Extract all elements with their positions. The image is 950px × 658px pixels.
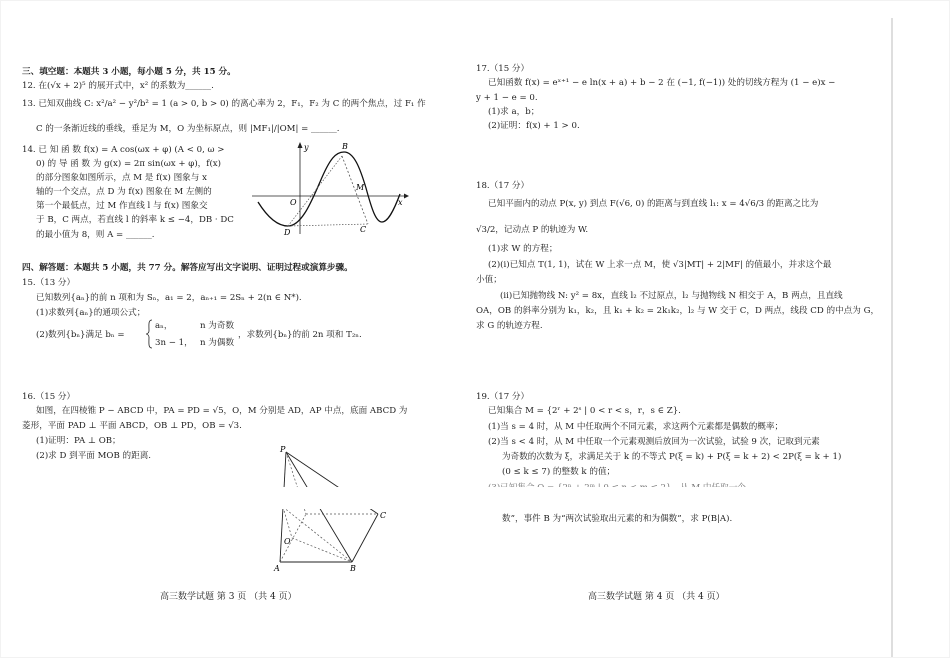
question-15-line-2: (1)求数列{aₙ}的通项公式； (36, 308, 146, 318)
piecewise-case-2-condition: n 为偶数 (200, 338, 235, 348)
question-17-title: 17.（15 分） (476, 64, 530, 74)
question-16-title: 16.（15 分） (22, 392, 76, 402)
question-14-line-4: 轴的一个交点，点 D 为 f(x) 图象在 M 左侧的 (36, 187, 212, 197)
question-16-line-4: (2)求 D 到平面 MOB 的距离. (36, 451, 152, 461)
question-18-line-3: (1)求 W 的方程； (488, 244, 558, 254)
question-17-line-4: (2)证明：f(x) + 1 > 0. (488, 121, 580, 131)
question-14-line-3: 的部分图象如图所示，点 M 是 f(x) 图象与 x (36, 173, 207, 183)
question-19-continuation: 数”，事件 B 为“两次试验取出元素的和为偶数”，求 P(B|A). (502, 514, 733, 524)
question-15-line-3a: (2)数列{bₙ}满足 bₙ = (36, 330, 125, 340)
section-4-header: 四、解答题：本题共 5 小题，共 77 分。解答应写出文字说明、证明过程或演算步骤。 (22, 263, 353, 273)
point-c-label: C (360, 225, 367, 234)
question-15-line-3b: ，求数列{bₙ}的前 2n 项和 T₂ₙ. (238, 330, 362, 340)
origin-label: O (290, 198, 297, 207)
vertex-b-label: B (350, 564, 356, 573)
question-14-line-2: 0) 的 导 函 数 为 g(x) = 2π sin(ωx + φ)，f(x) (36, 159, 222, 169)
fold-strip-left (230, 487, 480, 509)
question-17-line-3: (1)求 a，b； (488, 107, 540, 117)
question-14-line-6: 于 B，C 两点，若直线 l 的斜率 k ≤ −4，DB · DC (36, 215, 234, 225)
question-18-line-1: 已知平面内的动点 P(x, y) 到点 F(√6, 0) 的距离与到直线 l₁: x = 4√6/3 的距离之比为 (488, 199, 819, 209)
vertex-c-label: C (380, 511, 387, 520)
question-15-line-1: 已知数列{aₙ}的前 n 项和为 Sₙ，a₁ = 2，aₙ₊₁ = 2Sₙ + 2(n ∈ N*). (36, 293, 302, 303)
segment-ob (292, 538, 352, 562)
question-18-title: 18.（17 分） (476, 181, 530, 191)
x-axis-label: x (398, 198, 403, 207)
point-m-label: M (356, 183, 365, 192)
footer-page-4: 高三数学试题 第 4 页 （共 4 页） (588, 592, 725, 602)
question-14-line-5: 第一个最低点，过 M 作直线 l 与 f(x) 图象交 (36, 201, 208, 211)
y-axis-arrow (298, 142, 303, 148)
y-axis-label: y (304, 143, 309, 152)
question-14-line-1: 14. 已 知 函 数 f(x) = A cos(ωx + φ) (A < 0, ω > (22, 145, 225, 155)
question-18-line-6: (ii)已知抛物线 N: y² = 8x，直线 l₂ 不过原点，l₂ 与抛物线 N 相交于 A，B 两点，且直线 (500, 291, 843, 301)
question-17-line-1: 已知函数 f(x) = eˣ⁺¹ − e ln(x + a) + b − 2 在 (−1, f(−1)) 处的切线方程为 (1 − e)x − (488, 78, 836, 88)
piecewise-case-2: 3n − 1， (155, 338, 193, 348)
question-13-line-2: C 的一条渐近线的垂线，垂足为 M，O 为坐标原点，则 |MF₁|/|OM| = ______. (36, 124, 340, 134)
question-18-line-4: (2)(i)已知点 T(1, 1)，试在 W 上求一点 M，使 √3|MT| + 2|MF| 的值最小，并求这个最 (488, 260, 832, 270)
pyramid-figure (270, 444, 400, 574)
question-19-line-1: 已知集合 M = {2ʳ + 2ˢ | 0 < r < s，r，s ∈ Z}. (488, 406, 681, 416)
question-19-title: 19.（17 分） (476, 392, 530, 402)
question-19-line-5: (0 ≤ k ≤ 7) 的整数 k 的值； (502, 467, 616, 477)
x-axis-arrow (404, 194, 409, 199)
segment-mb (283, 507, 352, 562)
point-o-label: O (284, 537, 291, 546)
question-16-line-2: 菱形，平面 PAD ⊥ 平面 ABCD，OB ⊥ PD，OB = √3. (22, 421, 242, 431)
piecewise-case-1: aₙ， (155, 321, 173, 331)
piecewise-brace (145, 319, 153, 349)
page-edge-bar (891, 18, 893, 658)
vertex-p-label: P (280, 445, 286, 454)
question-19-line-2: (1)当 s = 4 时，从 M 中任取两个不同元素，求这两个元素都是偶数的概率； (488, 422, 784, 432)
segment-mo (283, 507, 292, 538)
function-graph-figure (246, 138, 412, 238)
fold-strip-right (470, 487, 890, 509)
question-13-line-1: 13. 已知双曲线 C: x²/a² − y²/b² = 1 (a > 0, b > 0) 的离心率为 2，F₁，F₂ 为 C 的两个焦点，过 F₁ 作 (22, 99, 426, 109)
question-15-title: 15.（13 分） (22, 278, 76, 288)
edge-bc (352, 514, 378, 562)
question-18-line-8: 求 G 的轨迹方程. (476, 321, 543, 331)
question-18-line-5: 小值； (476, 275, 502, 285)
point-b-label: B (342, 142, 348, 151)
question-16-line-1: 如图，在四棱锥 P − ABCD 中，PA = PD = √5，O，M 分别是 AD，AP 中点，底面 ABCD 为 (36, 406, 408, 416)
footer-page-3: 高三数学试题 第 3 页 （共 4 页） (160, 592, 297, 602)
question-18-line-2: √3/2，记动点 P 的轨迹为 W. (476, 225, 589, 235)
vertex-a-label: A (274, 564, 280, 573)
question-19-line-4: 为奇数的次数为 ξ，求满足关于 k 的不等式 P(ξ = k) + P(ξ = k + 2) < 2P(ξ = k + 1) (502, 452, 842, 462)
question-18-line-7: OA，OB 的斜率分别为 k₁，k₂，且 k₁ + k₂ = 2k₁k₂，l₂ 与 W 交于 C，D 两点，线段 CD 的中点为 G， (476, 306, 880, 316)
question-17-line-2: y + 1 − e = 0. (476, 93, 538, 103)
point-d-label: D (284, 228, 291, 237)
function-curve (258, 152, 400, 226)
question-16-line-3: (1)证明：PA ⊥ OB； (36, 436, 121, 446)
question-12: 12. 在(√x + 2)⁵ 的展开式中，x² 的系数为______. (22, 81, 214, 91)
piecewise-case-1-condition: n 为奇数 (200, 321, 235, 331)
vector-db (288, 156, 342, 226)
question-19-line-3: (2)当 s < 4 时，从 M 中任取一个元素观测后放回为一次试验，试验 9 次，记取到元素 (488, 437, 820, 447)
section-3-header: 三、填空题：本题共 3 小题，每小题 5 分，共 15 分。 (22, 67, 236, 77)
question-14-line-7: 的最小值为 8，则 A = ______. (36, 230, 155, 240)
